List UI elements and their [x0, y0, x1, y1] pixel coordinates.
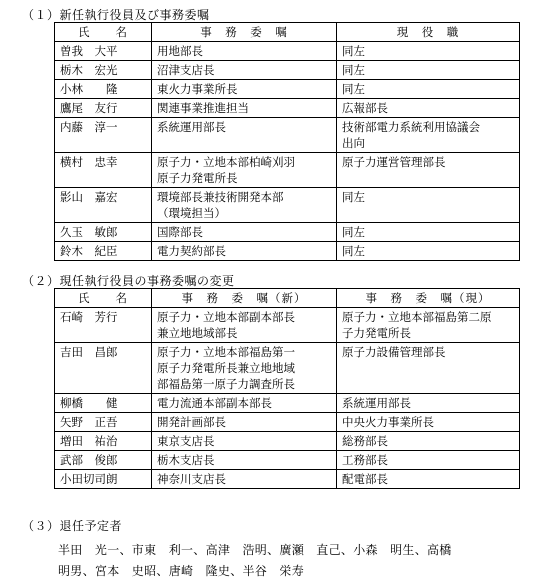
table-row	[55, 432, 520, 451]
header-name: 氏 名	[55, 23, 152, 42]
table-header-row	[55, 289, 520, 308]
table-row	[55, 118, 520, 153]
old-duty-cell	[337, 308, 520, 343]
current-position-cell-line: 同左	[342, 63, 365, 77]
header-new-duty: 事 務 委 嘱（新）	[152, 289, 337, 308]
old-duty-cell	[337, 470, 520, 489]
old-duty-cell-line: 中央火力事業所長	[342, 415, 434, 429]
new-duty-cell	[152, 413, 337, 432]
old-duty-cell-line: 総務部長	[342, 434, 388, 448]
table-row	[55, 61, 520, 80]
old-duty-cell	[337, 432, 520, 451]
duty-cell	[152, 223, 337, 242]
current-position-cell	[337, 153, 520, 188]
section2-heading: （２）現任執行役員の事務委嘱の変更	[22, 274, 235, 288]
duty-cell-line: 沼津支店長	[157, 63, 215, 77]
new-duty-cell-line: 兼立地地域部長	[157, 326, 238, 340]
table-row	[55, 223, 520, 242]
new-duty-cell	[152, 308, 337, 343]
duty-cell-line: 国際部長	[157, 225, 203, 239]
duty-cell	[152, 242, 337, 261]
current-position-cell-line: 原子力運営管理部長	[342, 155, 446, 169]
table-header-row	[55, 23, 520, 42]
old-duty-cell-line: 配電部長	[342, 472, 388, 486]
table-row	[55, 188, 520, 223]
officer-name: 武部 俊郎	[55, 451, 152, 470]
officer-name: 鷹尾 友行	[55, 99, 152, 118]
header-current: 現 役 職	[337, 23, 520, 42]
new-duty-cell	[152, 343, 337, 394]
duty-cell-line: （環境担当）	[157, 206, 226, 220]
table-row	[55, 242, 520, 261]
duty-cell-line: 関連事業推進担当	[157, 101, 249, 115]
current-position-cell-line: 同左	[342, 44, 365, 58]
current-position-cell	[337, 223, 520, 242]
new-officers-rows	[55, 42, 520, 261]
duty-cell	[152, 153, 337, 188]
new-duty-cell-line: 原子力発電所長兼立地地域	[157, 361, 295, 375]
duty-cell-line: 原子力発電所長	[157, 171, 238, 185]
old-duty-cell	[337, 343, 520, 394]
old-duty-cell	[337, 413, 520, 432]
officer-name: 増田 祐治	[55, 432, 152, 451]
current-position-cell-line: 技術部電力系統利用協議会	[342, 120, 480, 134]
new-duty-cell-line: 栃木支店長	[157, 453, 215, 467]
retiree-line-1: 半田 光一、市東 利一、高津 浩明、廣瀬 直己、小森 明生、高橋	[58, 543, 452, 557]
new-duty-cell	[152, 394, 337, 413]
header-old-duty: 事 務 委 嘱（現）	[337, 289, 520, 308]
new-officers-table	[54, 22, 520, 261]
current-position-cell-line: 出向	[342, 136, 365, 150]
officer-name: 石崎 芳行	[55, 308, 152, 343]
officer-name: 小田切司朗	[55, 470, 152, 489]
table-row	[55, 42, 520, 61]
current-position-cell	[337, 118, 520, 153]
current-position-cell-line: 広報部長	[342, 101, 388, 115]
new-duty-cell-line: 神奈川支店長	[157, 472, 226, 486]
officer-name: 矢野 正吾	[55, 413, 152, 432]
duty-cell	[152, 118, 337, 153]
retiree-line-2: 明男、宮本 史昭、唐崎 隆史、半谷 栄寿	[58, 564, 305, 578]
duty-cell	[152, 188, 337, 223]
table-row	[55, 394, 520, 413]
new-duty-cell-line: 東京支店長	[157, 434, 215, 448]
officer-name: 栃木 宏光	[55, 61, 152, 80]
current-position-cell	[337, 61, 520, 80]
table-row	[55, 153, 520, 188]
duty-cell-line: 系統運用部長	[157, 120, 226, 134]
duty-cell-line: 原子力・立地本部柏崎刈羽	[157, 155, 295, 169]
duty-cell-line: 環境部長兼技術開発本部	[157, 190, 284, 204]
duty-change-rows	[55, 308, 520, 489]
old-duty-cell-line: 系統運用部長	[342, 396, 411, 410]
current-position-cell	[337, 242, 520, 261]
current-position-cell-line: 同左	[342, 244, 365, 258]
current-position-cell	[337, 188, 520, 223]
current-position-cell-line: 同左	[342, 82, 365, 96]
table-row	[55, 451, 520, 470]
header-duty: 事 務 委 嘱	[152, 23, 337, 42]
section1-heading: （１）新任執行役員及び事務委嘱	[22, 8, 210, 22]
duty-cell	[152, 99, 337, 118]
duty-cell-line: 用地部長	[157, 44, 203, 58]
new-duty-cell-line: 電力流通本部副本部長	[157, 396, 272, 410]
header-name: 氏 名	[55, 289, 152, 308]
new-duty-cell	[152, 451, 337, 470]
duty-change-table	[54, 288, 520, 489]
current-position-cell-line: 同左	[342, 190, 365, 204]
officer-name: 久玉 敏郎	[55, 223, 152, 242]
table-row	[55, 308, 520, 343]
new-duty-cell-line: 原子力・立地本部副本部長	[157, 310, 295, 324]
duty-cell-line: 東火力事業所長	[157, 82, 238, 96]
officer-name: 影山 嘉宏	[55, 188, 152, 223]
table-row	[55, 413, 520, 432]
officer-name: 吉田 昌郎	[55, 343, 152, 394]
table-row	[55, 470, 520, 489]
table-row	[55, 80, 520, 99]
duty-cell	[152, 80, 337, 99]
new-duty-cell-line: 部福島第一原子力調査所長	[157, 377, 295, 391]
duty-cell-line: 電力契約部長	[157, 244, 226, 258]
officer-name: 曽我 大平	[55, 42, 152, 61]
new-duty-cell-line: 原子力・立地本部福島第一	[157, 345, 295, 359]
table-row	[55, 343, 520, 394]
duty-cell	[152, 61, 337, 80]
officer-name: 横村 忠幸	[55, 153, 152, 188]
old-duty-cell	[337, 451, 520, 470]
new-duty-cell-line: 開発計画部長	[157, 415, 226, 429]
current-position-cell	[337, 80, 520, 99]
table-row	[55, 99, 520, 118]
new-duty-cell	[152, 432, 337, 451]
current-position-cell	[337, 42, 520, 61]
current-position-cell-line: 同左	[342, 225, 365, 239]
officer-name: 鈴木 紀臣	[55, 242, 152, 261]
old-duty-cell-line: 原子力設備管理部長	[342, 345, 446, 359]
old-duty-cell-line: 子力発電所長	[342, 326, 411, 340]
officer-name: 柳橋 健	[55, 394, 152, 413]
duty-cell	[152, 42, 337, 61]
old-duty-cell-line: 原子力・立地本部福島第二原	[342, 310, 492, 324]
officer-name: 内藤 淳一	[55, 118, 152, 153]
old-duty-cell-line: 工務部長	[342, 453, 388, 467]
officer-name: 小林 隆	[55, 80, 152, 99]
section3-heading: （３）退任予定者	[22, 519, 123, 533]
current-position-cell	[337, 99, 520, 118]
old-duty-cell	[337, 394, 520, 413]
new-duty-cell	[152, 470, 337, 489]
